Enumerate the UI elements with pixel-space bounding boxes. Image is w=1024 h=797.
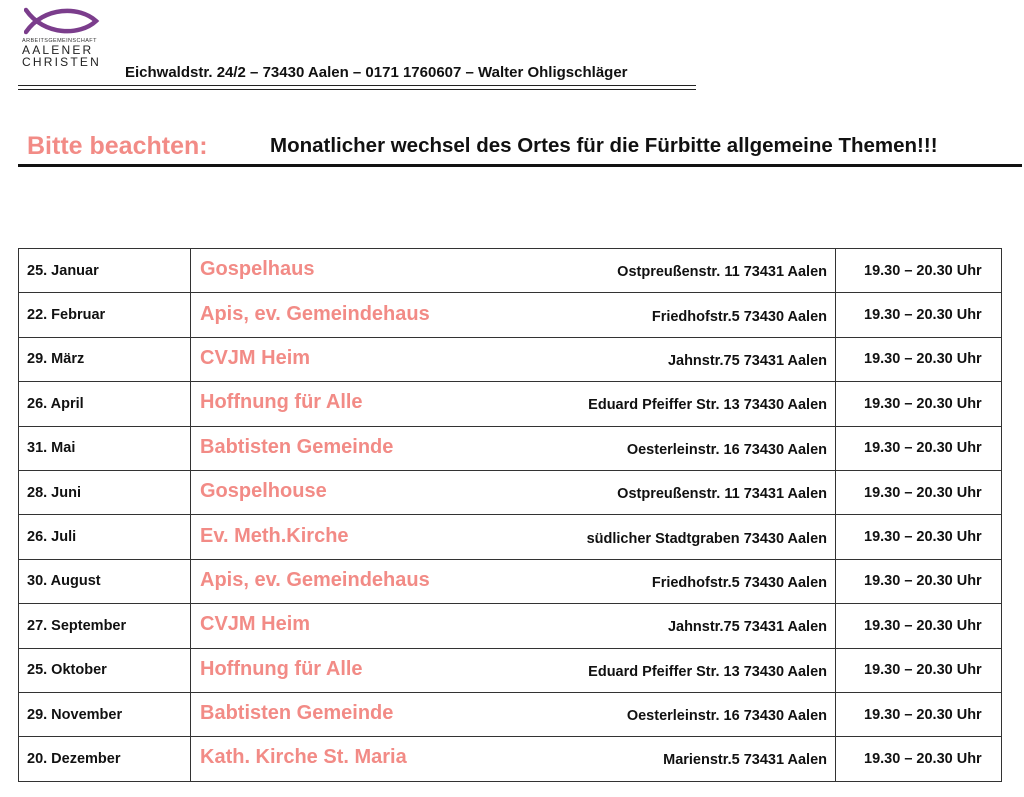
schedule-venue: CVJM Heim [200, 613, 311, 636]
schedule-date: 26. Juli [19, 515, 191, 559]
table-row [19, 426, 1002, 470]
schedule-venue: Ev. Meth.Kirche [200, 524, 349, 547]
schedule-table [18, 248, 1002, 782]
contact-line: Eichwaldstr. 24/2 – 73430 Aalen – 0171 1760607 – Walter Ohligschläger [125, 64, 628, 81]
schedule-date: 25. Oktober [19, 648, 191, 692]
notice-text: Monatlicher wechsel des Ortes für die Fürbitte allgemeine Themen!!! [270, 134, 938, 157]
schedule-venue-cell [191, 559, 836, 603]
schedule-date: 29. März [19, 337, 191, 381]
schedule-venue-cell [191, 249, 836, 293]
schedule-address: Marienstr.5 73431 Aalen [663, 752, 827, 769]
schedule-date: 28. Juni [19, 470, 191, 514]
schedule-date: 27. September [19, 604, 191, 648]
schedule-time: 19.30 – 20.30 Uhr [836, 604, 1002, 648]
schedule-venue-cell [191, 293, 836, 337]
logo [22, 6, 106, 68]
table-row [19, 604, 1002, 648]
table-row [19, 737, 1002, 781]
schedule-venue: Hoffnung für Alle [200, 657, 363, 680]
schedule-venue: Kath. Kirche St. Maria [200, 746, 407, 769]
schedule-venue: Gospelhaus [200, 258, 315, 281]
table-row [19, 382, 1002, 426]
schedule-address: Oesterleinstr. 16 73430 Aalen [626, 441, 827, 458]
logo-line-1: AALENER [22, 43, 94, 57]
schedule-date: 30. August [19, 559, 191, 603]
schedule-address: Eduard Pfeiffer Str. 13 73430 Aalen [588, 397, 827, 414]
table-row [19, 515, 1002, 559]
schedule-venue-cell [191, 337, 836, 381]
table-row [19, 692, 1002, 736]
schedule-address: Jahnstr.75 73431 Aalen [667, 352, 827, 369]
schedule-date: 29. November [19, 692, 191, 736]
letterhead [18, 6, 696, 88]
schedule-venue: Babtisten Gemeinde [200, 702, 394, 725]
schedule-venue: Gospelhouse [200, 480, 327, 503]
table-row [19, 470, 1002, 514]
schedule-time: 19.30 – 20.30 Uhr [836, 293, 1002, 337]
table-row [19, 337, 1002, 381]
schedule-address: südlicher Stadtgraben 73430 Aalen [586, 530, 827, 547]
schedule-time: 19.30 – 20.30 Uhr [836, 559, 1002, 603]
schedule-venue-cell [191, 604, 836, 648]
schedule-address: Friedhofstr.5 73430 Aalen [651, 574, 827, 591]
schedule-venue-cell [191, 692, 836, 736]
schedule-time: 19.30 – 20.30 Uhr [836, 249, 1002, 293]
schedule-time: 19.30 – 20.30 Uhr [836, 692, 1002, 736]
schedule-address: Jahnstr.75 73431 Aalen [667, 619, 827, 636]
schedule-venue: CVJM Heim [200, 346, 311, 369]
schedule-venue-cell [191, 737, 836, 781]
schedule-date: 25. Januar [19, 249, 191, 293]
schedule-venue: Babtisten Gemeinde [200, 435, 394, 458]
schedule-address: Eduard Pfeiffer Str. 13 73430 Aalen [588, 663, 827, 680]
schedule-venue-cell [191, 382, 836, 426]
schedule-time: 19.30 – 20.30 Uhr [836, 737, 1002, 781]
schedule-time: 19.30 – 20.30 Uhr [836, 426, 1002, 470]
notice-divider [18, 164, 1022, 167]
schedule-venue-cell [191, 426, 836, 470]
logo-subtitle: ARBEITSGEMEINSCHAFT [22, 38, 97, 44]
schedule-address: Friedhofstr.5 73430 Aalen [651, 308, 827, 325]
schedule-time: 19.30 – 20.30 Uhr [836, 648, 1002, 692]
schedule-time: 19.30 – 20.30 Uhr [836, 470, 1002, 514]
schedule-venue: Apis, ev. Gemeindehaus [200, 568, 430, 591]
schedule-venue: Hoffnung für Alle [200, 391, 363, 414]
schedule-venue-cell [191, 515, 836, 559]
table-row [19, 249, 1002, 293]
schedule-address: Ostpreußenstr. 11 73431 Aalen [617, 264, 827, 281]
fish-icon [24, 6, 100, 36]
schedule-time: 19.30 – 20.30 Uhr [836, 515, 1002, 559]
schedule-time: 19.30 – 20.30 Uhr [836, 337, 1002, 381]
table-row [19, 559, 1002, 603]
logo-line-2: CHRISTEN [22, 55, 101, 69]
schedule-date: 26. April [19, 382, 191, 426]
schedule-address: Oesterleinstr. 16 73430 Aalen [626, 708, 827, 725]
table-row [19, 293, 1002, 337]
schedule-date: 22. Februar [19, 293, 191, 337]
schedule-date: 31. Mai [19, 426, 191, 470]
header-divider [18, 85, 696, 90]
schedule-venue-cell [191, 648, 836, 692]
notice-label: Bitte beachten: [27, 132, 208, 160]
schedule-venue: Apis, ev. Gemeindehaus [200, 302, 430, 325]
schedule-venue-cell [191, 470, 836, 514]
table-row [19, 648, 1002, 692]
schedule-address: Ostpreußenstr. 11 73431 Aalen [617, 486, 827, 503]
schedule-date: 20. Dezember [19, 737, 191, 781]
schedule-time: 19.30 – 20.30 Uhr [836, 382, 1002, 426]
